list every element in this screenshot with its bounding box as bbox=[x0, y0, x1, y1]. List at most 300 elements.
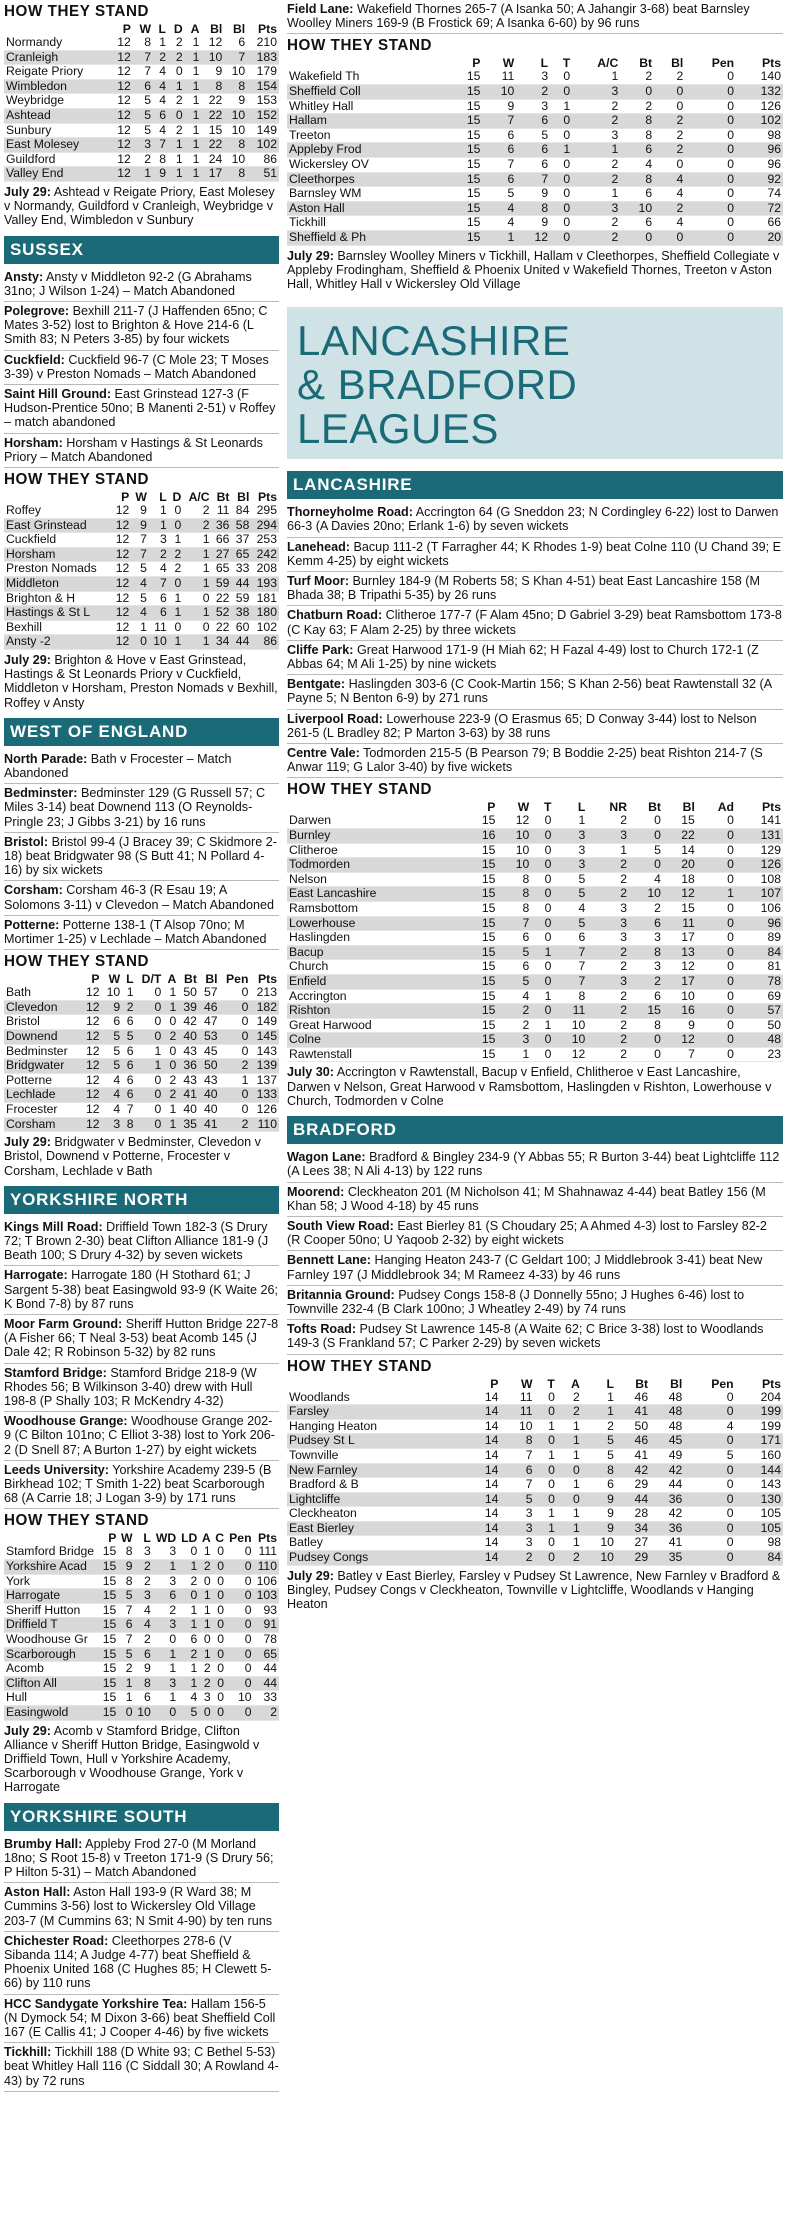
table-row bbox=[4, 1589, 279, 1604]
table-cell: 179 bbox=[256, 64, 277, 79]
fixtures-text: Bridgwater v Bedminster, Clevedon v Bristol, Downend v Potterne, Frocester v Corsham, Lechlade v Bath bbox=[4, 1135, 261, 1178]
table-cell: 131 bbox=[736, 828, 783, 843]
team-name: Woodlands bbox=[289, 1389, 350, 1404]
table-cell: 8 bbox=[582, 1463, 616, 1478]
table-cell: 5 bbox=[144, 122, 152, 137]
table-cell: 5 bbox=[102, 1059, 123, 1074]
table-cell: 0 bbox=[226, 1676, 254, 1691]
banner-lancashire: LANCASHIRE bbox=[287, 471, 783, 499]
table-cell: 253 bbox=[256, 532, 277, 547]
match-report bbox=[4, 1835, 279, 1884]
table-cell: 2 bbox=[676, 69, 684, 84]
table-cell: 0 bbox=[654, 1046, 661, 1061]
table-cell: 1 bbox=[174, 532, 182, 547]
table-cell: 0 bbox=[685, 85, 736, 100]
table-cell: 1 bbox=[154, 1043, 162, 1058]
table-cell: 1 bbox=[203, 1602, 211, 1617]
column-header: P bbox=[122, 22, 131, 36]
table-cell: 91 bbox=[254, 1618, 279, 1633]
table-cell: 6 bbox=[126, 1072, 134, 1087]
table-cell: 15 bbox=[100, 1618, 118, 1633]
table-cell: 0 bbox=[685, 172, 736, 187]
column-header: C bbox=[215, 1531, 225, 1546]
table-cell: 0 bbox=[697, 916, 736, 931]
table-cell: 0 bbox=[244, 1544, 252, 1559]
fixtures-note bbox=[4, 650, 279, 714]
table-cell: 4 bbox=[482, 201, 516, 216]
table-cell: 0 bbox=[727, 988, 734, 1003]
table-cell: 3 bbox=[525, 1535, 533, 1550]
table-cell: 41 bbox=[199, 1117, 220, 1132]
table-cell: 130 bbox=[736, 1492, 783, 1507]
table-cell: 12 bbox=[111, 547, 131, 562]
table-cell: 0 bbox=[169, 1043, 177, 1058]
match-report bbox=[287, 1217, 783, 1251]
table-cell: 15 bbox=[208, 122, 223, 137]
match-report bbox=[287, 1286, 783, 1320]
table-row bbox=[287, 99, 783, 114]
match-venue: Thorneyholme Road: bbox=[287, 505, 413, 520]
column-header: P bbox=[108, 1531, 117, 1546]
table-cell: 2 bbox=[611, 156, 619, 171]
team-name: Yorkshire Acad bbox=[4, 1559, 100, 1574]
table-cell: 35 bbox=[178, 1117, 199, 1132]
team-name: Bristol bbox=[6, 1014, 40, 1029]
table-cell: 15 bbox=[481, 842, 496, 857]
table-row bbox=[4, 1662, 279, 1677]
standings-table-west bbox=[4, 972, 279, 1132]
table-cell: 5 bbox=[122, 1029, 135, 1044]
table-cell: 0 bbox=[531, 1033, 553, 1048]
table-cell: 7 bbox=[224, 50, 247, 65]
table-cell: 10 bbox=[681, 988, 695, 1003]
table-cell: 180 bbox=[251, 606, 279, 621]
table-cell: 6 bbox=[620, 143, 654, 158]
banner-west-of-england: WEST OF ENGLAND bbox=[4, 718, 279, 746]
team-name: New Farnley bbox=[287, 1463, 466, 1478]
table-cell: 0 bbox=[136, 1029, 164, 1044]
match-summary: Horsham v Hastings & St Leonards Priory – Match Abandoned bbox=[4, 435, 263, 464]
match-report bbox=[287, 0, 783, 34]
table-cell: 1 bbox=[133, 167, 153, 182]
table-cell: 8 bbox=[224, 167, 247, 182]
table-cell: 0 bbox=[244, 1573, 252, 1588]
table-cell: 1 bbox=[620, 842, 628, 857]
table-cell: 0 bbox=[213, 1705, 226, 1720]
table-cell: 0 bbox=[550, 172, 572, 187]
table-row bbox=[287, 828, 783, 843]
table-cell: 45 bbox=[650, 1434, 684, 1449]
table-cell: 1 bbox=[203, 1544, 211, 1559]
match-summary: Sheriff Hutton Bridge 227-8 (A Fisher 66; T Neal 3-53) beat Acomb 145 (J Dale 42; R Robinson 5-32) by 82 runs bbox=[4, 1316, 279, 1360]
match-report bbox=[4, 750, 279, 784]
table-cell: 110 bbox=[250, 1117, 279, 1132]
table-cell: 10 bbox=[629, 887, 663, 902]
table-row bbox=[4, 1705, 279, 1720]
team-name: Great Harwood bbox=[289, 1017, 372, 1032]
table-cell: 96 bbox=[767, 156, 781, 171]
table-cell: 2 bbox=[620, 871, 628, 886]
table-cell: 3 bbox=[587, 828, 629, 843]
column-header bbox=[4, 490, 111, 504]
table-cell: 4 bbox=[676, 186, 684, 201]
table-cell: 6 bbox=[516, 143, 550, 158]
table-cell: 1 bbox=[544, 988, 552, 1003]
table-cell: 1 bbox=[190, 1661, 198, 1676]
column-header: L bbox=[158, 22, 166, 36]
table-cell: 294 bbox=[251, 518, 279, 533]
table-cell: 1 bbox=[557, 1434, 582, 1449]
table-cell: 6 bbox=[153, 1589, 178, 1604]
table-cell: 5 bbox=[582, 1434, 616, 1449]
table-row bbox=[4, 123, 279, 138]
match-summary: Woodhouse Grange 202-9 (C Bilton 101no; C Elliot 3-38) lost to York 206-2 (D Snell 87; A Burton 1-27) by eight wickets bbox=[4, 1414, 275, 1457]
table-cell: 1 bbox=[140, 619, 147, 634]
table-row bbox=[287, 974, 783, 989]
table-cell: 2 bbox=[175, 93, 183, 108]
table-cell: 12 bbox=[86, 1043, 100, 1058]
table-cell: 3 bbox=[620, 900, 628, 915]
table-cell: 145 bbox=[250, 1029, 279, 1044]
team-name: York bbox=[6, 1573, 30, 1588]
table-cell: 0 bbox=[654, 813, 661, 828]
table-cell: 6 bbox=[541, 156, 549, 171]
team-name: Lightcliffe bbox=[287, 1492, 466, 1507]
table-row bbox=[287, 1551, 783, 1566]
table-cell: 9 bbox=[582, 1521, 616, 1536]
fixtures-text: Brighton & Hove v East Grinstead, Hastings & St Leonards Priory v Cuckfield, Middleton v Horsham, Preston Nomads v Bexhill, Roffey v Ansty bbox=[4, 652, 278, 710]
table-cell: 65 bbox=[254, 1647, 279, 1662]
table-cell: 0 bbox=[213, 1618, 226, 1633]
table-cell: 14 bbox=[484, 1389, 499, 1404]
table-cell: 41 bbox=[634, 1447, 649, 1462]
table-cell: 106 bbox=[760, 900, 781, 915]
table-cell: 0 bbox=[727, 69, 735, 84]
team-name: Enfield bbox=[287, 974, 463, 989]
table-cell: 1 bbox=[178, 1559, 199, 1574]
table-cell: 13 bbox=[663, 945, 697, 960]
table-cell: 0 bbox=[174, 502, 182, 517]
table-cell: 1 bbox=[572, 1535, 580, 1550]
team-name: Townville bbox=[289, 1447, 339, 1462]
fixtures-note bbox=[4, 1132, 279, 1182]
table-cell: 50 bbox=[183, 985, 197, 1000]
table-cell: 15 bbox=[463, 945, 497, 960]
table-cell: 9 bbox=[582, 1492, 616, 1507]
table-cell: 3 bbox=[578, 842, 586, 857]
table-cell: 46 bbox=[616, 1434, 650, 1449]
standings-table bbox=[4, 22, 279, 182]
table-cell: 0 bbox=[727, 215, 735, 230]
table-cell: 15 bbox=[463, 858, 497, 873]
table-row bbox=[287, 931, 783, 946]
table-row bbox=[4, 36, 279, 50]
fixtures-note bbox=[287, 1062, 783, 1112]
team-name: Rawtenstall bbox=[289, 1046, 352, 1061]
table-cell: 14 bbox=[484, 1535, 499, 1550]
table-cell: 96 bbox=[736, 143, 783, 158]
table-cell: 210 bbox=[256, 35, 277, 49]
table-cell: 2 bbox=[572, 230, 620, 245]
table-row bbox=[4, 1603, 279, 1618]
team-name: Clifton All bbox=[4, 1676, 100, 1691]
table-cell: 0 bbox=[685, 230, 736, 245]
table-cell: 2 bbox=[220, 1117, 251, 1132]
table-cell: 78 bbox=[263, 1631, 277, 1646]
table-cell: 3 bbox=[203, 1690, 211, 1705]
table-cell: 5 bbox=[497, 974, 531, 989]
table-cell: 6 bbox=[516, 114, 550, 129]
team-name: Lechlade bbox=[4, 1088, 81, 1103]
section-heading: HOW THEY STAND bbox=[287, 37, 433, 55]
team-name: Horsham bbox=[4, 547, 111, 562]
match-venue: Turf Moor: bbox=[287, 573, 350, 588]
table-cell: 58 bbox=[231, 518, 251, 533]
table-row bbox=[4, 1102, 279, 1117]
table-cell: 0 bbox=[226, 1647, 254, 1662]
table-cell: 2 bbox=[587, 1004, 629, 1019]
table-cell: 12 bbox=[110, 138, 133, 153]
table-cell: 0 bbox=[531, 1004, 553, 1019]
reports-west bbox=[4, 750, 279, 950]
table-row bbox=[4, 1117, 279, 1132]
table-cell: 0 bbox=[727, 900, 734, 915]
table-cell: 12 bbox=[111, 518, 131, 533]
column-header: P bbox=[487, 800, 496, 815]
table-cell: 1 bbox=[522, 1046, 530, 1061]
column-header bbox=[4, 1531, 100, 1545]
table-cell: 0 bbox=[629, 858, 663, 873]
table-cell: 0 bbox=[685, 114, 736, 129]
table-cell: 42 bbox=[183, 1014, 197, 1029]
match-venue: Kings Mill Road: bbox=[4, 1219, 103, 1234]
table-cell: 40 bbox=[178, 1029, 199, 1044]
match-summary: Corsham 46-3 (R Esau 19; A Solomons 3-11) v Clevedon – Match Abandoned bbox=[4, 883, 275, 912]
table-cell: 9 bbox=[102, 1000, 123, 1015]
table-cell: 12 bbox=[663, 887, 697, 902]
table-cell: 1 bbox=[149, 518, 169, 533]
table-cell: 4 bbox=[159, 64, 166, 79]
team-name: Lowerhouse bbox=[287, 916, 463, 931]
table-cell: 0 bbox=[217, 1602, 225, 1617]
table-cell: 0 bbox=[544, 930, 552, 945]
table-cell: 15 bbox=[449, 201, 483, 216]
table-cell: 1 bbox=[611, 186, 619, 201]
table-cell: 0 bbox=[153, 1705, 178, 1720]
table-cell: 50 bbox=[199, 1059, 220, 1074]
column-header: T bbox=[562, 56, 571, 71]
table-cell: 0 bbox=[727, 186, 735, 201]
match-venue: Lanehead: bbox=[287, 539, 350, 554]
table-cell: 126 bbox=[760, 98, 781, 113]
table-cell: 51 bbox=[247, 167, 279, 182]
fixtures-text: Accrington v Rawtenstall, Bacup v Enfield, Chlitheroe v East Lancashire, Darwen v Nelson, Great Harwood v Ramsbottom, Haslingden v Rishton, Lowerhouse v Church, Todmorden v Colne bbox=[287, 1065, 772, 1108]
fixtures-date: July 29: bbox=[4, 652, 51, 667]
table-row bbox=[287, 916, 783, 931]
table-row bbox=[287, 1033, 783, 1048]
table-cell: 6 bbox=[122, 1088, 135, 1103]
table-cell: 0 bbox=[620, 230, 654, 245]
table-cell: 44 bbox=[263, 1661, 277, 1676]
team-name: Rishton bbox=[287, 1004, 463, 1019]
table-cell: 84 bbox=[736, 945, 783, 960]
match-summary: Bedminster 129 (G Russell 57; C Miles 3-14) beat Downend 113 (O Reynolds-Pringle 23; J Gibbs 3-21) by 16 runs bbox=[4, 786, 266, 829]
table-cell: 15 bbox=[466, 215, 481, 230]
team-name: Roffey bbox=[6, 502, 42, 517]
table-cell: 15 bbox=[481, 900, 496, 915]
table-cell: 6 bbox=[607, 1477, 614, 1492]
table-cell: 6 bbox=[153, 108, 168, 123]
fixtures-date: July 29: bbox=[287, 248, 334, 263]
table-cell: 0 bbox=[178, 1589, 199, 1604]
table-cell: 86 bbox=[263, 151, 277, 166]
table-cell: 4 bbox=[153, 79, 168, 94]
table-row bbox=[287, 1405, 783, 1420]
table-cell: 2 bbox=[178, 1647, 199, 1662]
banner-sussex: SUSSEX bbox=[4, 236, 279, 264]
table-cell: 3 bbox=[620, 930, 628, 945]
match-report bbox=[4, 881, 279, 915]
table-cell: 1 bbox=[183, 606, 211, 621]
table-cell: 0 bbox=[550, 230, 572, 245]
table-cell: 7 bbox=[131, 547, 149, 562]
table-cell: 0 bbox=[697, 945, 736, 960]
table-cell: 4 bbox=[131, 576, 149, 591]
table-cell: 0 bbox=[136, 1000, 164, 1015]
column-header: WD bbox=[155, 1531, 177, 1546]
table-cell: 0 bbox=[726, 1389, 734, 1404]
table-cell: 0 bbox=[548, 1535, 555, 1550]
table-cell: 12 bbox=[86, 1072, 100, 1087]
table-cell: 126 bbox=[256, 1101, 277, 1116]
table-cell: 2 bbox=[174, 561, 182, 576]
table-cell: 7 bbox=[507, 156, 515, 171]
table-cell: 2 bbox=[587, 858, 629, 873]
match-venue: Moorend: bbox=[287, 1184, 345, 1199]
table-cell: 10 bbox=[231, 151, 246, 166]
table-cell: 0 bbox=[217, 1661, 225, 1676]
table-cell: 2 bbox=[144, 1631, 151, 1646]
table-cell: 28 bbox=[634, 1506, 649, 1521]
table-cell: 5 bbox=[118, 1589, 134, 1604]
table-cell: 0 bbox=[684, 1434, 735, 1449]
column-header: Pts bbox=[258, 1531, 277, 1546]
table-cell: 6 bbox=[126, 1014, 134, 1029]
table-cell: 0 bbox=[226, 1589, 254, 1604]
table-cell: 7 bbox=[126, 1101, 134, 1116]
section-heading: HOW THEY STAND bbox=[4, 1512, 150, 1530]
table-cell: 1 bbox=[557, 1521, 582, 1536]
match-report bbox=[287, 1320, 783, 1354]
match-summary: Lowerhouse 223-9 (O Erasmus 65; D Conway 3-44) lost to Nelson 261-5 (L Bradley 82; P Marton 3-63) by 38 runs bbox=[287, 711, 757, 740]
table-cell: 15 bbox=[466, 186, 481, 201]
table-cell: 50 bbox=[634, 1418, 649, 1433]
column-header: D bbox=[173, 22, 183, 36]
table-cell: 14 bbox=[466, 1521, 500, 1536]
team-name: Ashtead bbox=[4, 108, 110, 123]
table-cell: 0 bbox=[154, 1014, 162, 1029]
column-header: Bl bbox=[237, 489, 250, 504]
table-cell: 10 bbox=[571, 1017, 586, 1032]
table-cell: 3 bbox=[572, 85, 620, 100]
table-cell: 0 bbox=[676, 98, 684, 113]
team-name: Harrogate bbox=[4, 1589, 100, 1604]
table-cell: 15 bbox=[102, 1631, 117, 1646]
table-cell: 0 bbox=[550, 201, 572, 216]
table-cell: 0 bbox=[563, 69, 571, 84]
table-row bbox=[4, 576, 279, 591]
fixtures-note bbox=[4, 1721, 279, 1799]
table-cell: 2 bbox=[202, 502, 210, 517]
table-cell: 12 bbox=[86, 1014, 100, 1029]
table-row bbox=[4, 504, 279, 518]
table-cell: 44 bbox=[668, 1477, 683, 1492]
match-venue: Woodhouse Grange: bbox=[4, 1414, 128, 1429]
table-row bbox=[287, 887, 783, 902]
table-row bbox=[287, 1492, 783, 1507]
table-cell: 4 bbox=[726, 1418, 734, 1433]
table-cell: 0 bbox=[727, 127, 735, 142]
table-cell: 1 bbox=[241, 1072, 249, 1087]
column-header: A bbox=[201, 1531, 211, 1546]
table-cell: 0 bbox=[676, 156, 684, 171]
match-venue: Wagon Lane: bbox=[287, 1150, 366, 1165]
table-row bbox=[287, 230, 783, 245]
column-header: A bbox=[167, 972, 177, 987]
table-cell: 12 bbox=[115, 590, 130, 605]
table-cell: 1 bbox=[125, 1690, 133, 1705]
table-cell: 0 bbox=[175, 64, 183, 79]
table-cell: 38 bbox=[231, 606, 251, 621]
table-cell: 213 bbox=[256, 985, 277, 1000]
table-cell: 5 bbox=[102, 1029, 123, 1044]
table-cell: 41 bbox=[668, 1535, 683, 1550]
leagues-title bbox=[287, 307, 783, 459]
table-cell: 0 bbox=[226, 1618, 254, 1633]
table-cell: 2 bbox=[254, 1705, 279, 1720]
column-header: P bbox=[91, 972, 100, 987]
match-summary: Yorkshire Academy 239-5 (B Birkhead 102; T Smith 1-22) beat Scarborough 68 (A Carrie 18; J Logan 3-9) by 171 runs bbox=[4, 1462, 272, 1506]
team-name: Todmorden bbox=[287, 858, 463, 873]
table-cell: 15 bbox=[449, 143, 483, 158]
table-cell: 0 bbox=[544, 900, 552, 915]
table-cell: 1 bbox=[192, 64, 200, 79]
table-cell: 14 bbox=[466, 1405, 500, 1420]
match-report bbox=[4, 1364, 279, 1413]
table-cell: 3 bbox=[525, 1506, 533, 1521]
match-venue: Saint Hill Ground: bbox=[4, 386, 112, 401]
match-venue: Bedminster: bbox=[4, 786, 78, 801]
table-cell: 7 bbox=[553, 945, 587, 960]
leagues-title-line: & BRADFORD bbox=[297, 361, 578, 409]
leagues-title-line: LEAGUES bbox=[297, 405, 499, 453]
table-cell: 2 bbox=[199, 1676, 212, 1691]
table-cell: 108 bbox=[760, 871, 781, 886]
table-cell: 0 bbox=[118, 1705, 134, 1720]
team-name: Guildford bbox=[6, 151, 56, 166]
match-venue: Moor Farm Ground: bbox=[4, 1316, 123, 1331]
table-cell: 49 bbox=[668, 1447, 683, 1462]
match-summary: Pudsey St Lawrence 145-8 (A Waite 62; C Brice 3-38) lost to Woodlands 149-3 (S Frankland 57; C Parker 2-29) by seven wickets bbox=[287, 1322, 764, 1351]
table-cell: 1 bbox=[572, 1447, 580, 1462]
table-cell: 12 bbox=[111, 635, 131, 650]
table-cell: 12 bbox=[115, 561, 130, 576]
team-name: Burnley bbox=[287, 828, 463, 843]
table-cell: 33 bbox=[235, 561, 250, 576]
table-cell: 3 bbox=[169, 1573, 177, 1588]
table-cell: 0 bbox=[684, 1492, 735, 1507]
match-venue: Chichester Road: bbox=[4, 1933, 109, 1948]
